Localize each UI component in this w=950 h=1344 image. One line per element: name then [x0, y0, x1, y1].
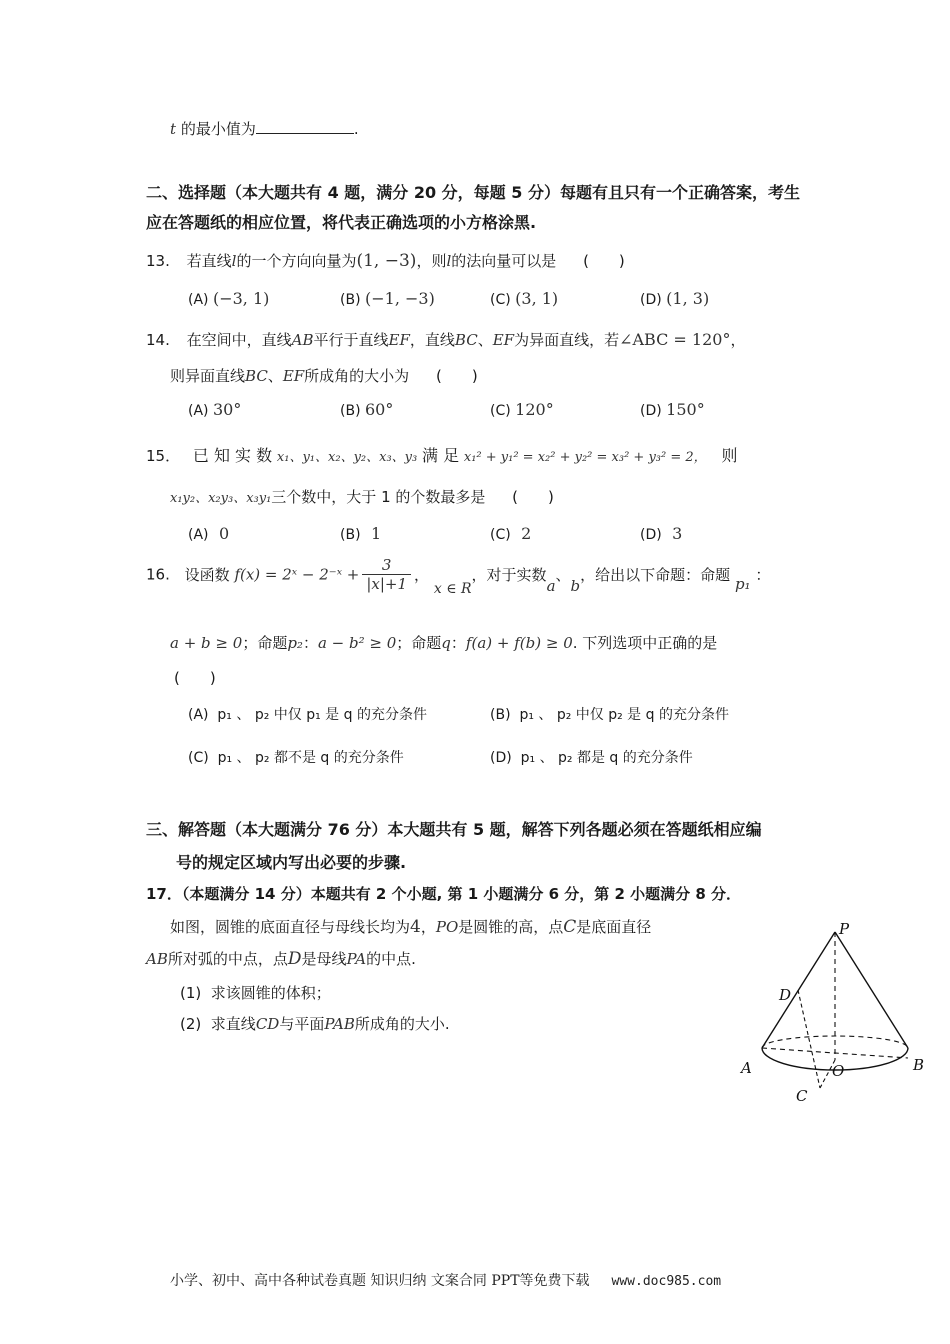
- q14-option-a: [188, 400, 241, 419]
- q16-text-8: . 下列选项中正确的是: [572, 634, 718, 652]
- q17-sub1-label: (1): [180, 984, 202, 1002]
- q13-var-l-2: l: [446, 252, 452, 270]
- label-o: O: [832, 1062, 845, 1080]
- option-label: (B): [340, 292, 361, 308]
- q17-text-2: 是圆锥的高，点: [458, 918, 564, 936]
- q17-stem-line1: [170, 916, 651, 937]
- option-label: (A): [188, 403, 209, 419]
- option-label: (D): [640, 527, 662, 543]
- q16-sep: 、: [555, 566, 571, 584]
- segment-cd: [798, 990, 820, 1088]
- option-label: (B): [490, 707, 511, 723]
- label-d: D: [779, 986, 792, 1004]
- q15-option-c: [490, 524, 531, 543]
- q16-text-3: ，给出以下命题：命题: [580, 566, 731, 584]
- option-text: p₁ 、 p₂ 中仅 p₁ 是 q 的充分条件: [217, 707, 427, 723]
- q16-text-2: ，对于实数: [471, 566, 547, 584]
- q16-domain: x ∈ R: [433, 581, 472, 597]
- q17-c: C: [563, 917, 577, 937]
- q13-stem: [146, 250, 625, 271]
- q17-po: PO: [435, 918, 459, 936]
- option-label: (A): [188, 707, 209, 723]
- cone-edge-pb: [835, 932, 908, 1048]
- q15-number: 15．: [146, 447, 181, 465]
- q17-text-6: 的中点.: [366, 950, 416, 968]
- cone-figure: [735, 918, 935, 1108]
- option-text: p₁ 、 p₂ 中仅 p₂ 是 q 的充分条件: [519, 707, 729, 723]
- option-label: (A): [188, 292, 209, 308]
- option-label: (B): [340, 403, 361, 419]
- tail-period: .: [353, 120, 359, 138]
- option-value: (−3, 1): [212, 289, 270, 308]
- q17-four: 4: [410, 917, 421, 937]
- q14-sep-2: 、: [267, 367, 283, 385]
- q16-stem-line1: [146, 556, 770, 597]
- q17-sub2-text-a: 求直线: [210, 1015, 256, 1033]
- q16-p1: p₁: [734, 575, 751, 593]
- q16-fraction: [362, 556, 411, 593]
- q14-text-6: 所成角的大小为: [304, 367, 410, 385]
- option-label: (C): [490, 403, 511, 419]
- q16-var-a: a: [546, 577, 556, 595]
- q16-comma: ，: [414, 566, 430, 584]
- option-value: (−1, −3): [364, 289, 435, 308]
- q16-frac-denominator: |x|+1: [366, 575, 408, 593]
- q17-comma: ，: [420, 918, 436, 936]
- tail-text: 的最小值为: [180, 120, 256, 138]
- q16-cond-1: a + b ≥ 0: [170, 634, 243, 652]
- q16-q: q: [441, 634, 451, 652]
- q16-option-a: [188, 704, 427, 724]
- section3-heading-line1: 三、解答题（本大题满分 76 分）本大题共有 5 题，解答下列各题必须在答题纸相应编: [146, 820, 762, 839]
- q14-line-ef-2: EF: [492, 331, 515, 349]
- q15-option-d: [640, 524, 682, 543]
- q17-sub2-text-c: 所成角的大小.: [354, 1015, 450, 1033]
- label-b: B: [913, 1056, 925, 1074]
- q13-text-3: ，则: [416, 252, 447, 270]
- q17-ab: AB: [146, 950, 168, 968]
- q16-stem-line2: [170, 632, 717, 653]
- option-value: 120°: [515, 400, 554, 419]
- q16-frac-numerator: 3: [362, 556, 411, 575]
- q14-option-d: [640, 400, 705, 419]
- option-text: p₁ 、 p₂ 都不是 q 的充分条件: [217, 750, 404, 766]
- q14-text-1: 在空间中，直线: [186, 331, 292, 349]
- q17-stem-line2: [146, 948, 416, 969]
- q16-text-1: 设函数: [184, 566, 230, 584]
- section3-heading-line2: 号的规定区域内写出必要的步骤.: [176, 853, 407, 872]
- q13-option-c: [490, 289, 558, 308]
- option-label: (D): [640, 292, 662, 308]
- section2-heading-line1: 二、选择题（本大题共有 4 题，满分 20 分，每题 5 分）每题有且只有一个正确答案，考生: [146, 183, 800, 202]
- q17-sub2-text-b: 与平面: [279, 1015, 325, 1033]
- q16-option-d: [490, 747, 693, 767]
- q13-text-4: 的法向量可以是: [451, 252, 557, 270]
- option-value: 30°: [212, 400, 242, 419]
- q14-option-b: [340, 400, 393, 419]
- option-label: (A): [188, 527, 209, 543]
- q16-text-5: ：: [302, 634, 318, 652]
- q17-sub1-text: 求该圆锥的体积；: [210, 984, 331, 1002]
- q15-text-3: 则: [721, 446, 738, 465]
- q17-d: D: [287, 949, 302, 969]
- q17-pab: PAB: [324, 1015, 355, 1033]
- q16-text-6: ；命题: [396, 634, 442, 652]
- q15-stem-line1: [146, 443, 737, 466]
- option-value: 1: [370, 524, 382, 543]
- footer: [170, 1270, 721, 1290]
- q16-cond-2: a − b² ≥ 0: [317, 634, 397, 652]
- q14-line-ef: EF: [388, 331, 410, 349]
- option-value: (3, 1): [515, 289, 559, 308]
- q14-line-bc: BC: [454, 331, 478, 349]
- option-label: (D): [640, 403, 662, 419]
- q17-header: 17．（本题满分 14 分）本题共有 2 个小题, 第 1 小题满分 6 分，第 2 小题满分 8 分．: [146, 885, 742, 903]
- q13-paren: ( ): [583, 252, 625, 270]
- q13-var-l: l: [231, 252, 237, 270]
- footer-url: www.doc985.com: [611, 1274, 722, 1289]
- q15-text-2: 满 足: [422, 446, 460, 465]
- q15-paren: ( ): [512, 488, 554, 506]
- option-label: (C): [188, 750, 209, 766]
- q13-option-d: [640, 289, 709, 308]
- q17-text-4: 所对弧的中点，点: [167, 950, 288, 968]
- q14-line-ef-3: EF: [282, 367, 305, 385]
- q14-comma: ，: [730, 331, 746, 349]
- q15-text-4: 三个数中，大于 1 的个数最多是: [271, 488, 486, 506]
- q16-p2: p₂: [287, 634, 303, 652]
- q17-sub1: [180, 982, 331, 1003]
- option-label: (C): [490, 292, 511, 308]
- option-text: p₁ 、 p₂ 都是 q 的充分条件: [520, 750, 693, 766]
- q13-option-b: [340, 289, 435, 308]
- q14-line-bc-2: BC: [245, 367, 268, 385]
- q17-text-3: 是底面直径: [576, 918, 652, 936]
- q17-text-5: 是母线: [301, 950, 347, 968]
- q17-text-1: 如图，圆锥的底面直径与母线长均为: [170, 918, 411, 936]
- footer-text: 小学、初中、高中各种试卷真题 知识归纳 文案合同 PPT等免费下载: [170, 1273, 590, 1289]
- q14-text-4: 为异面直线，若: [514, 331, 620, 349]
- q13-option-a: [188, 289, 269, 308]
- q13-vector: (1, −3): [356, 251, 417, 271]
- q16-number: 16.: [146, 565, 170, 584]
- q17-sub2: [180, 1013, 450, 1034]
- answer-blank: [256, 119, 354, 134]
- option-label: (D): [490, 750, 512, 766]
- q15-products: x₁y₂、x₂y₃、x₃y₁: [170, 491, 272, 506]
- q16-function-lhs: f(x) = 2ˣ − 2⁻ˣ +: [234, 565, 360, 584]
- q16-paren: ( ): [174, 669, 216, 687]
- q14-text-2: 平行于直线: [313, 331, 389, 349]
- q14-option-c: [490, 400, 554, 419]
- option-value: (1, 3): [666, 289, 710, 308]
- label-c: C: [796, 1087, 808, 1105]
- q15-vars: x₁、y₁、x₂、y₂、x₃、y₃: [276, 450, 418, 465]
- label-a: A: [741, 1059, 752, 1077]
- q14-text-3: ，直线: [409, 331, 455, 349]
- option-label: (B): [340, 527, 361, 543]
- option-value: 2: [521, 524, 532, 543]
- q14-stem-line1: [146, 329, 745, 350]
- q17-pa: PA: [346, 950, 367, 968]
- section2-heading-line2: 应在答题纸的相应位置，将代表正确选项的小方格涂黑.: [146, 213, 537, 232]
- q15-equation: x₁² + y₁² = x₂² + y₂² = x₃² + y₃² = 2，: [463, 450, 707, 465]
- q13-text-1: 若直线: [186, 252, 232, 270]
- q16-var-b: b: [570, 577, 581, 595]
- q17-cd: CD: [255, 1015, 280, 1033]
- q14-text-5: 则异面直线: [170, 367, 246, 385]
- q16-text-4: ；命题: [242, 634, 288, 652]
- option-value: 150°: [666, 400, 705, 419]
- option-value: 0: [218, 524, 230, 543]
- q14-number: 14.: [146, 331, 170, 349]
- label-p: P: [839, 920, 850, 938]
- option-value: 3: [672, 524, 683, 543]
- option-label: (C): [490, 527, 511, 543]
- option-value: 60°: [364, 400, 394, 419]
- q13-text-2: 的一个方向向量为: [236, 252, 357, 270]
- q14-paren: ( ): [435, 367, 478, 385]
- q16-option-c: [188, 747, 404, 767]
- q16-colon: ：: [755, 566, 771, 584]
- prev-question-tail: [170, 118, 359, 139]
- q16-text-7: ：: [450, 634, 466, 652]
- q16-option-b: [490, 704, 729, 724]
- q14-angle: ∠ABC = 120°: [619, 330, 731, 349]
- q14-stem-line2: [170, 365, 478, 386]
- q15-stem-line2: [170, 486, 554, 507]
- q15-text-1: 已 知 实 数: [192, 446, 273, 465]
- q13-number: 13.: [146, 252, 170, 270]
- q15-option-a: [188, 524, 229, 543]
- q14-sep: 、: [477, 331, 493, 349]
- q16-cond-3: f(a) + f(b) ≥ 0: [465, 634, 573, 652]
- q17-sub2-label: (2): [180, 1015, 202, 1033]
- q15-option-b: [340, 524, 381, 543]
- q14-line-ab: AB: [291, 331, 314, 349]
- var-t: t: [170, 120, 177, 138]
